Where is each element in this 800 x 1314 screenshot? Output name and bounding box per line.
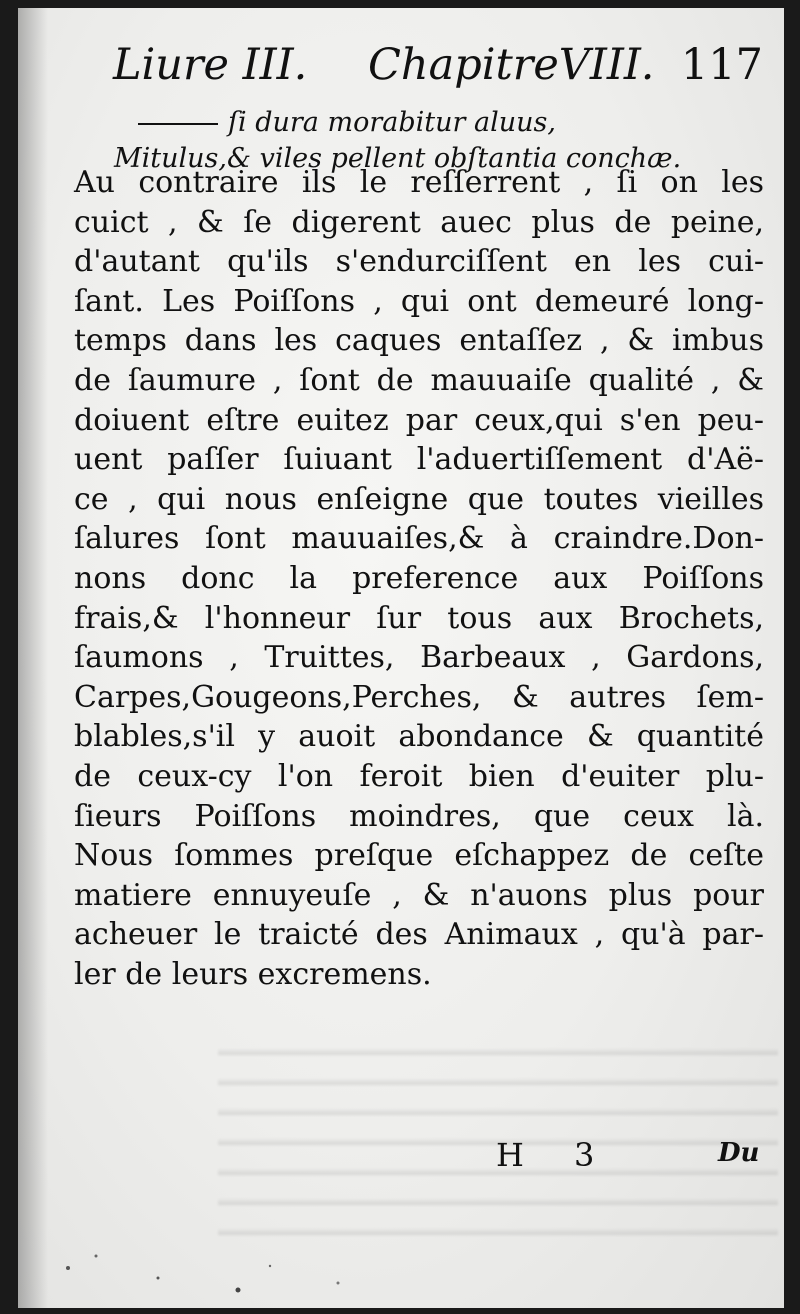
text-line: uent paſſer ſuiuant l'aduertiſſement d'Aë- xyxy=(74,442,764,478)
binding-shadow xyxy=(18,8,48,1308)
text-line: ce , qui nous enſeigne que toutes vieilles xyxy=(74,481,764,517)
text-line: nons donc la preference aux Poiſſons xyxy=(74,560,764,596)
book-title: Liure III. xyxy=(113,40,308,90)
text-line: ler de leurs excremens. xyxy=(74,956,432,992)
text-line: cuict , & ſe digerent auec plus de peine, xyxy=(74,204,764,240)
running-header xyxy=(113,40,763,100)
epigraph-line-2: Mitulus,& viles pellent obſtantia conchæ. xyxy=(114,143,682,174)
text-line: d'autant qu'ils s'endurciſſent en les cui- xyxy=(74,244,764,280)
text-line: de ſaumure , ſont de mauuaiſe qualité , & xyxy=(74,362,764,398)
text-line: doiuent eſtre euitez par ceux,qui s'en peu- xyxy=(74,402,764,438)
text-line: Au contraire ils le reſſerrent , ſi on les xyxy=(74,165,764,200)
signature-number: 3 xyxy=(574,1136,595,1174)
paper-specks xyxy=(38,1228,438,1308)
epigraph-text-1: ſi dura morabitur aluus, xyxy=(228,107,556,138)
text-line: de ceux-cy l'on feroit bien d'euiter plu- xyxy=(74,758,764,794)
text-line: ſieurs Poiſſons moindres, que ceux là. xyxy=(74,798,764,834)
text-line: ſaumons , Truittes, Barbeaux , Gardons, xyxy=(74,640,764,676)
text-line: ſant. Les Poiſſons , qui ont demeuré long- xyxy=(74,283,764,319)
text-line: blables,s'il y auoit abondance & quantité xyxy=(74,719,764,755)
text-line: matiere ennuyeuſe , & n'auons plus pour xyxy=(74,877,764,913)
text-line: ſalures ſont mauuaiſes,& à craindre.Don- xyxy=(74,521,764,557)
book-page xyxy=(18,8,784,1308)
catchword: Du xyxy=(718,1138,760,1168)
page-number: 117 xyxy=(680,40,763,90)
text-line: Carpes,Gougeons,Perches, & autres ſem- xyxy=(74,679,764,715)
epigraph-line-1 xyxy=(138,107,556,138)
signature-letter: H xyxy=(496,1136,524,1174)
text-line: acheuer le traicté des Animaux , qu'à par- xyxy=(74,917,764,953)
text-line: frais,& l'honneur ſur tous aux Brochets, xyxy=(74,600,764,636)
chapter-title: ChapitreVIII. xyxy=(368,40,655,90)
text-line: temps dans les caques entaſſez , & imbus xyxy=(74,323,764,359)
text-line: Nous ſommes preſque eſchappez de ceſte xyxy=(74,838,764,874)
epigraph-dash xyxy=(138,123,218,125)
body-text xyxy=(74,163,764,994)
